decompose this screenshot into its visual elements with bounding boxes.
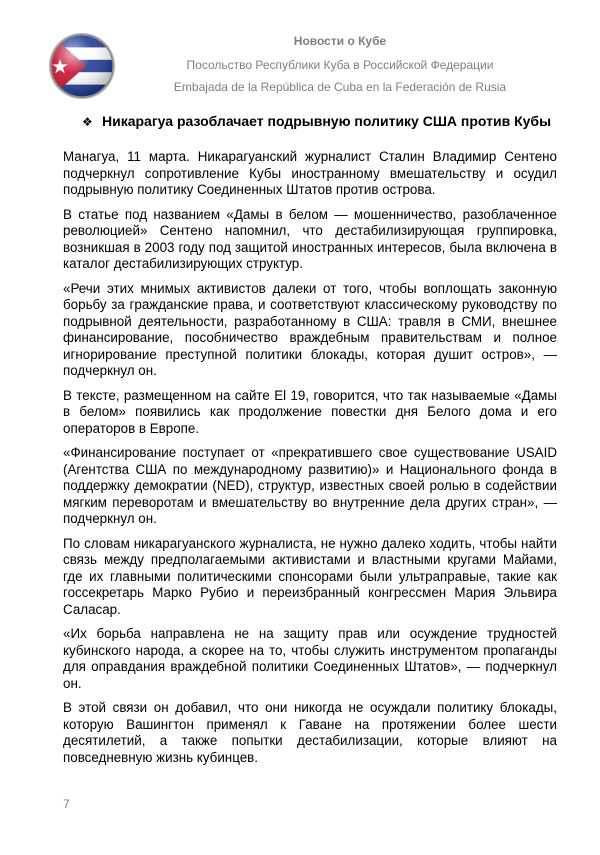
paragraph: «Речи этих мнимых активистов далеки от того, чтобы воплощать законную борьбу за гражданские права, и соответствуют классическому руководству по подрывной деятельности, разработанному в США: травля в СМИ, внешнее финансирование, пособничество враждебным правительствам и полное игнорирование преступной политики блокады, которая душит остров», — подчеркнул он. bbox=[63, 280, 557, 378]
paragraph: В тексте, размещенном на сайте El 19, говорится, что так называемые «Дамы в белом» появились как продолжение повестки дня Белого дома и его операторов в Европе. bbox=[63, 387, 557, 436]
cuban-flag-globe-icon bbox=[48, 32, 116, 100]
paragraph: По словам никарагуанского журналиста, не нужно далеко ходить, чтобы найти связь между предполагаемыми активистами и властными кругами Майами, где их главными политическими спонсорами были ультраправые, такие как госсекретарь Марко Рубио и переизбранный конгрессмен Мария Эльвира Саласар. bbox=[63, 535, 557, 617]
paragraph: В этой связи он добавил, что они никогда не осуждали политику блокады, которую Вашингтон применял к Гаване на протяжении более шести десятилетий, а также попытки дестабилизации, которые влияют на повседневную жизнь кубинцев. bbox=[63, 700, 557, 765]
header-title: Новости о Кубе bbox=[293, 34, 387, 48]
diamond-bullet-icon: ❖ bbox=[82, 115, 93, 129]
paragraph: «Их борьба направлена не на защиту прав или осуждение трудностей кубинского народа, а скорее на то, чтобы служить инструментом пропаганды для оправдания враждебной политики Соединенных Штатов», — подчеркнул он. bbox=[63, 626, 557, 691]
article-body bbox=[63, 149, 557, 774]
header-embassy-es: Embajada de la República de Cuba en la Federación de Rusia bbox=[173, 80, 507, 94]
paragraph: Манагуа, 11 марта. Никарагуанский журналист Сталин Владимир Сентено подчеркнул сопротивление Кубы иностранному вмешательству и осудил подрывную политику Соединенных Штатов против острова. bbox=[63, 149, 557, 197]
article-title-text: Никарагуа разоблачает подрывную политику США против Кубы bbox=[102, 113, 552, 129]
paragraph: В статье под названием «Дамы в белом — мошенничество, разоблаченное революцией» Сентено напомнил, что дестабилизирующая группировка, возникшая в 2003 году под защитой иностранных интересов, была включена в каталог дестабилизирующих структур. bbox=[63, 206, 557, 271]
header-embassy-ru: Посольство Республики Куба в Российской Федерации bbox=[186, 58, 494, 72]
document-header bbox=[0, 0, 600, 110]
article-title bbox=[82, 113, 562, 129]
page-number: 7 bbox=[63, 797, 70, 811]
paragraph: «Финансирование поступает от «прекратившего свое существование USAID (Агентства США по международному развитию)» и Национального фонда в поддержку демократии (NED), структур, известных своей ролью в содействии мягким переворотам и вмешательству во внутренние дела других стран», — подчеркнул он. bbox=[63, 445, 557, 526]
